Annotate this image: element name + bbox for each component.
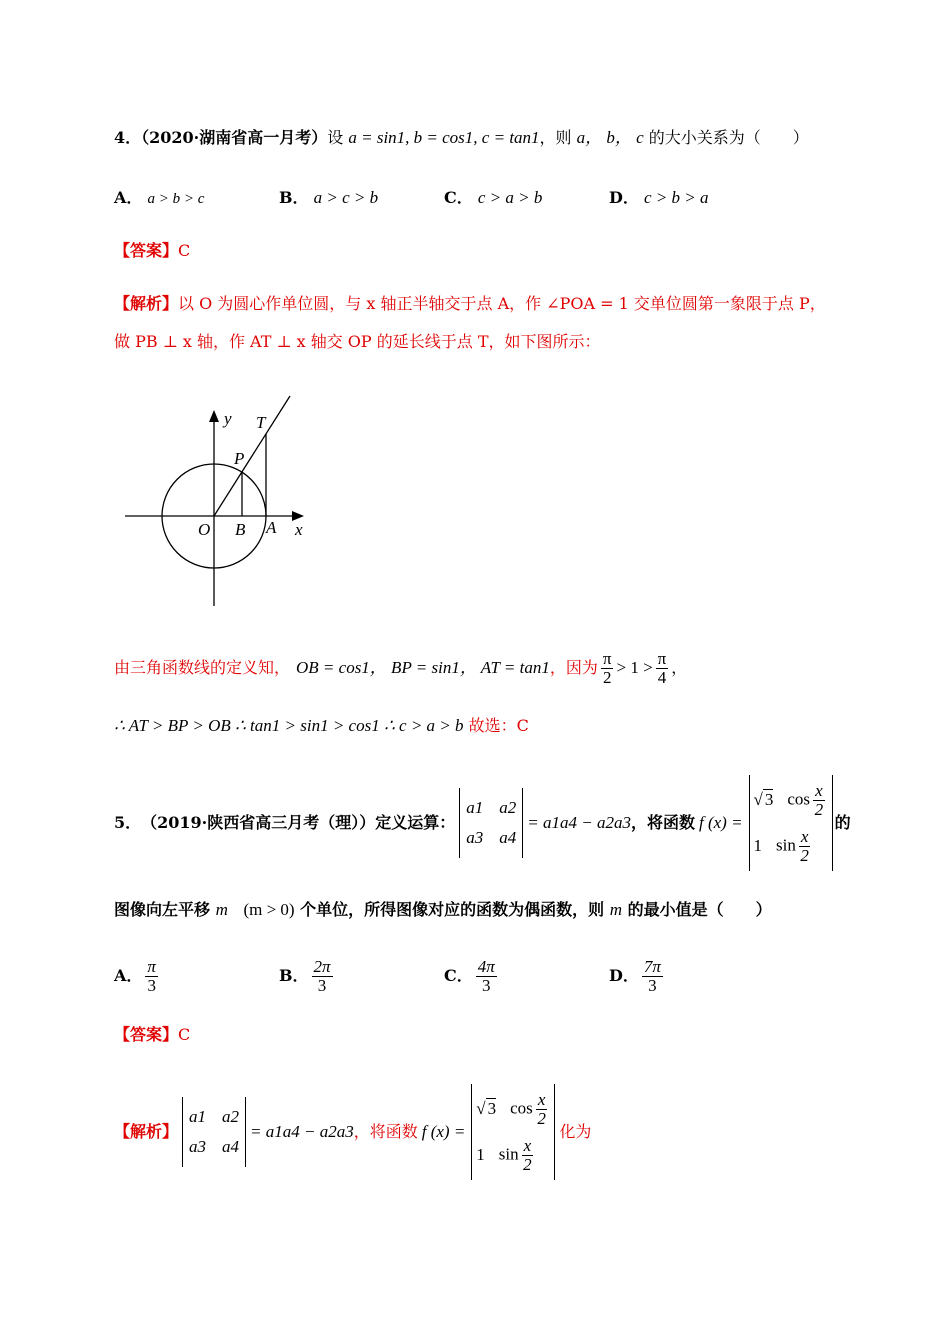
q5-stem-l2-post: 个单位，所得图像对应的函数为偶函数，则 bbox=[300, 900, 605, 919]
option-label: B． bbox=[279, 188, 309, 207]
label-x: x bbox=[295, 520, 303, 539]
frac-num: x bbox=[815, 780, 823, 800]
conclusion-text: 故选：C bbox=[468, 716, 529, 735]
a3: a3 bbox=[189, 1137, 207, 1156]
option-label: C． bbox=[444, 188, 473, 207]
q4-option-d bbox=[609, 188, 708, 208]
q5-analysis-rhs: = a1a4 − a2a3 bbox=[250, 1122, 354, 1141]
q4-number: 4． bbox=[114, 128, 142, 147]
frac-num: π bbox=[602, 648, 612, 668]
a1: a1 bbox=[189, 1107, 207, 1126]
frac-num: 4π bbox=[477, 956, 495, 976]
q4-option-b bbox=[279, 188, 378, 208]
frac-den: 4 bbox=[657, 667, 667, 687]
trig-definitions: OB = cos1， BP = sin1， AT = tan1 bbox=[296, 658, 550, 677]
fraction-pi-over-2 bbox=[601, 650, 614, 687]
q5-analysis bbox=[114, 1083, 591, 1181]
q5-option-c bbox=[444, 954, 500, 998]
q5-analysis-function-determinant: √ 3 cos $\frac{x}{2}$ 1 sin $\frac{x}{2}$ bbox=[471, 1084, 555, 1180]
cos: cos bbox=[787, 788, 811, 808]
frac-den: 2 bbox=[523, 1154, 532, 1174]
q5-de: 的 bbox=[834, 813, 851, 832]
q5-stem-l2-pre: 图像向左平移 bbox=[114, 900, 211, 919]
q4-vars: a， b， c bbox=[576, 128, 644, 147]
frac-den: 2 bbox=[800, 845, 809, 865]
q4-stem-pre: 设 bbox=[327, 128, 344, 147]
q4-stem-end: 的大小关系为（ ） bbox=[648, 128, 809, 147]
q4-defs: a = sin1, b = cos1, c = tan1 bbox=[348, 128, 540, 147]
option-label: B． bbox=[279, 966, 309, 985]
q5-fx: f (x) = bbox=[698, 813, 743, 832]
var-m: m bbox=[215, 900, 228, 919]
q4-option-c bbox=[444, 188, 542, 208]
m-condition: (m > 0) bbox=[243, 900, 295, 919]
option-fraction bbox=[642, 958, 663, 995]
analysis-text: ，将函数 bbox=[353, 1122, 418, 1141]
y-axis-arrow-icon bbox=[209, 410, 219, 422]
q5-number: 5． bbox=[114, 813, 142, 832]
q4-answer bbox=[114, 241, 190, 261]
option-text: c > a > b bbox=[477, 188, 543, 207]
analysis-tag: 【解析】 bbox=[114, 294, 179, 313]
label-O: O bbox=[198, 520, 211, 539]
a4: a4 bbox=[222, 1137, 240, 1156]
q5-analysis-fx: f (x) = bbox=[421, 1122, 466, 1141]
option-text: a > b > c bbox=[147, 191, 205, 207]
frac-num: 2π bbox=[313, 956, 331, 976]
analysis-text: ，因为 bbox=[549, 658, 598, 677]
frac-den: 2 bbox=[602, 667, 612, 687]
inequality: > 1 > bbox=[616, 658, 653, 677]
label-P: P bbox=[234, 449, 245, 468]
label-B: B bbox=[235, 520, 246, 539]
answer-value: C bbox=[178, 1025, 191, 1044]
option-label: C． bbox=[444, 966, 473, 985]
option-label: D． bbox=[609, 966, 639, 985]
frac-den: 3 bbox=[482, 975, 491, 995]
q5-stem-pre: 定义运算： bbox=[375, 813, 456, 832]
q4-stem bbox=[114, 128, 809, 148]
a2: a2 bbox=[499, 798, 517, 817]
answer-tag: 【答案】 bbox=[114, 241, 179, 260]
frac-den: 2 bbox=[814, 799, 824, 819]
q5-source: （2019·陕西省高三月考（理）） bbox=[141, 813, 376, 832]
q5-option-a bbox=[114, 954, 161, 998]
sin: sin bbox=[776, 834, 796, 854]
label-T: T bbox=[256, 413, 266, 432]
analysis-text: 化为 bbox=[559, 1122, 592, 1141]
q5-determinant-definition bbox=[459, 788, 523, 858]
q5-function-determinant: √ 3 cos $\frac{x}{2}$ 1 sin $\frac{x}{2}$ bbox=[749, 775, 833, 871]
a1: a1 bbox=[466, 798, 484, 817]
q5-stem-l2-end: 的最小值是（ ） bbox=[627, 900, 772, 919]
fraction-pi-over-4 bbox=[656, 650, 669, 687]
one: 1 bbox=[476, 1145, 485, 1164]
sqrt-3: 3 bbox=[764, 790, 774, 809]
option-label: D． bbox=[609, 188, 639, 207]
q5-stem-mid: ，将函数 bbox=[630, 813, 695, 832]
frac-den: 3 bbox=[147, 975, 156, 995]
analysis-text: 由三角函数线的定义知， bbox=[114, 658, 291, 677]
sin: sin bbox=[498, 1143, 519, 1163]
label-A: A bbox=[266, 518, 277, 537]
unit-circle-figure bbox=[120, 390, 320, 615]
q4-analysis-line2 bbox=[114, 332, 601, 352]
frac-num: 7π bbox=[643, 956, 661, 976]
option-fraction bbox=[145, 958, 158, 995]
option-text: a > c > b bbox=[313, 188, 379, 207]
conclusion-math: ∴ AT > BP > OB ∴ tan1 > sin1 > cos1 ∴ c > a > b bbox=[114, 716, 464, 735]
option-label: A． bbox=[114, 966, 143, 985]
q4-option-a bbox=[114, 188, 204, 209]
frac-num: x bbox=[537, 1089, 546, 1109]
q5-option-d bbox=[609, 954, 666, 998]
analysis-tag: 【解析】 bbox=[114, 1122, 179, 1141]
frac-den: 2 bbox=[537, 1108, 546, 1128]
option-fraction bbox=[476, 958, 497, 995]
analysis-text: 做 PB ⊥ x 轴，作 AT ⊥ x 轴交 OP 的延长线于点 T，如下图所示： bbox=[114, 332, 601, 351]
q4-analysis-line4 bbox=[114, 716, 529, 736]
var-m: m bbox=[609, 900, 623, 919]
q5-analysis-determinant bbox=[182, 1097, 246, 1167]
frac-num: π bbox=[657, 648, 667, 668]
option-fraction bbox=[312, 958, 333, 995]
cos: cos bbox=[510, 1097, 533, 1117]
frac-den: 3 bbox=[648, 975, 657, 995]
option-label: A． bbox=[114, 188, 143, 207]
label-y: y bbox=[224, 409, 232, 428]
sqrt-3: 3 bbox=[487, 1099, 497, 1118]
frac-num: x bbox=[800, 826, 809, 846]
q5-option-b bbox=[279, 954, 336, 998]
q5-stem bbox=[114, 774, 851, 872]
answer-value: C bbox=[178, 241, 191, 260]
q4-analysis-line3 bbox=[114, 646, 687, 690]
q5-stem-line2 bbox=[114, 900, 772, 920]
a2: a2 bbox=[222, 1107, 240, 1126]
frac-num: x bbox=[523, 1135, 532, 1155]
frac-num: π bbox=[147, 956, 156, 976]
one: 1 bbox=[753, 836, 763, 855]
q4-source: （2020·湖南省高一月考） bbox=[141, 128, 328, 147]
answer-tag: 【答案】 bbox=[114, 1025, 179, 1044]
q5-def-rhs: = a1a4 − a2a3 bbox=[527, 813, 631, 832]
frac-den: 3 bbox=[317, 975, 327, 995]
option-text: c > b > a bbox=[643, 188, 709, 207]
comma: ， bbox=[671, 658, 688, 677]
q5-answer bbox=[114, 1025, 190, 1045]
q4-stem-post: ，则 bbox=[539, 128, 572, 147]
q4-analysis-line1 bbox=[114, 294, 826, 314]
analysis-text: 以 O 为圆心作单位圆，与 x 轴正半轴交于点 A，作 ∠POA = 1 交单位圆第一象限于点 P， bbox=[178, 294, 826, 313]
a3: a3 bbox=[466, 828, 484, 847]
a4: a4 bbox=[499, 828, 517, 847]
